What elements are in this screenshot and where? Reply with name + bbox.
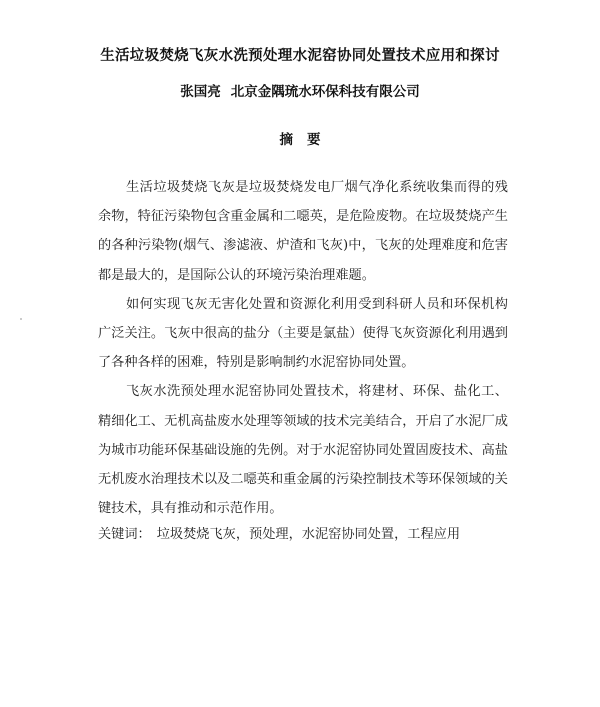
abstract-heading: 摘要 (279, 132, 335, 148)
abstract-paragraph-3: 飞灰水洗预处理水泥窑协同处置技术，将建材、环保、盐化工、精细化工、无机高盐废水处理等领域的技术完美结合，开启了水泥厂成为城市功能环保基础设施的先例。对于水泥窑协同处置固废技术、高盐无机废水治理技术以及二噁英和重金属的污染控制技术等环保领域的关键技术，具有推动和示范作用。 (98, 384, 508, 517)
author-organization: 北京金隅琉水环保科技有限公司 (230, 84, 420, 100)
abstract-paragraph-2: 如何实现飞灰无害化处置和资源化利用受到科研人员和环保机构广泛关注。飞灰中很高的盐分（主要是氯盐）使得飞灰资源化利用遇到了各种各样的困难，特别是影响制约水泥窑协同处置。 (98, 296, 508, 371)
paper-title: 生活垃圾焚烧飞灰水洗预处理水泥窑协同处置技术应用和探讨 (100, 48, 500, 64)
abstract-body (98, 173, 508, 523)
keywords-line (98, 520, 518, 549)
scan-speck (20, 318, 22, 320)
author-name: 张国亮 (180, 84, 221, 100)
keywords-label: 关键词： (98, 527, 151, 542)
abstract-paragraph-1: 生活垃圾焚烧飞灰是垃圾焚烧发电厂烟气净化系统收集而得的残余物，特征污染物包含重金属和二噁英，是危险废物。在垃圾焚烧产生的各种污染物(烟气、渗滤液、炉渣和飞灰)中，飞灰的处理难度和危害都是最大的，是国际公认的环境污染治理难题。 (98, 180, 508, 283)
author-line (0, 80, 600, 100)
keywords-value: 垃圾焚烧飞灰，预处理，水泥窑协同处置，工程应用 (156, 527, 461, 542)
